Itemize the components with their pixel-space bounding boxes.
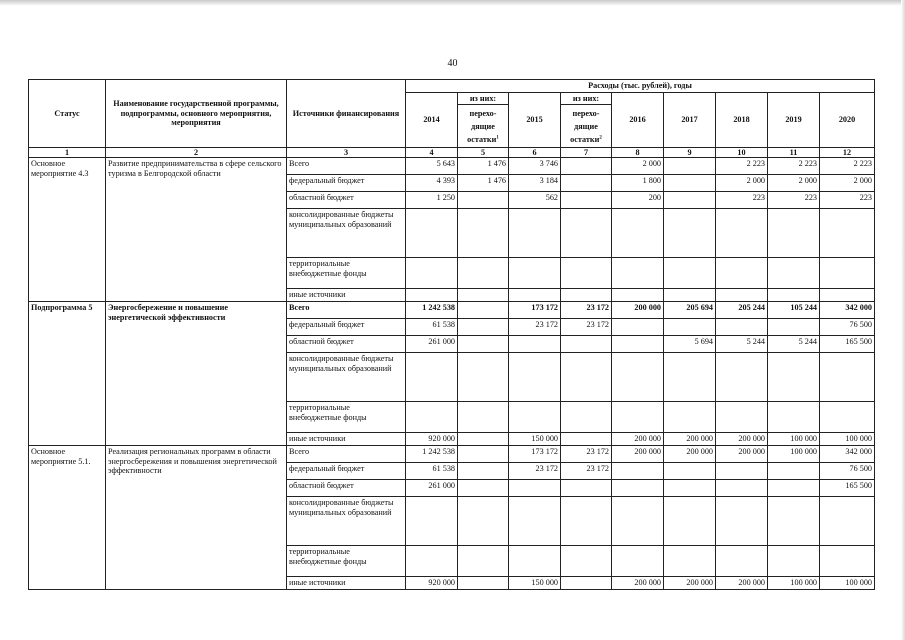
scan-edge-right [901, 0, 905, 640]
header-carryover-2-line1: перехо- [572, 108, 600, 118]
value-cell [664, 319, 716, 336]
value-cell [768, 497, 820, 546]
table-body [29, 158, 875, 590]
value-cell [458, 577, 509, 590]
value-cell [406, 402, 458, 433]
header-carryover-1 [458, 93, 509, 148]
header-expenses: Расходы (тыс. рублей), годы [406, 80, 875, 93]
value-cell: 205 694 [664, 302, 716, 319]
value-cell: 200 [612, 192, 664, 209]
value-cell [716, 546, 768, 577]
value-cell: 5 694 [664, 336, 716, 353]
value-cell [820, 402, 875, 433]
source-cell: федеральный бюджет [287, 463, 406, 480]
value-cell [716, 480, 768, 497]
value-cell: 2 223 [820, 158, 875, 175]
value-cell: 2 000 [612, 158, 664, 175]
value-cell: 61 538 [406, 319, 458, 336]
value-cell: 2 000 [820, 175, 875, 192]
source-cell: иные источники [287, 433, 406, 446]
value-cell: 261 000 [406, 480, 458, 497]
value-cell [458, 402, 509, 433]
value-cell: 3 746 [509, 158, 561, 175]
value-cell: 1 476 [458, 175, 509, 192]
value-cell [716, 463, 768, 480]
column-number: 9 [664, 148, 716, 158]
value-cell [509, 289, 561, 302]
value-cell [820, 546, 875, 577]
value-cell [664, 258, 716, 289]
value-cell [820, 209, 875, 258]
value-cell [458, 319, 509, 336]
header-name: Наименование государственной программы, подпрограммы, основного мероприятия, мероприятия [106, 80, 287, 148]
value-cell: 1 242 538 [406, 302, 458, 319]
value-cell [820, 289, 875, 302]
value-cell [664, 192, 716, 209]
header-carryover-2 [561, 93, 612, 148]
value-cell [716, 289, 768, 302]
value-cell: 200 000 [612, 433, 664, 446]
value-cell: 23 172 [561, 463, 612, 480]
source-cell: территориальные внебюджетные фонды [287, 258, 406, 289]
value-cell: 200 000 [612, 577, 664, 590]
header-of-them-2: из них: [561, 93, 611, 105]
value-cell: 61 538 [406, 463, 458, 480]
value-cell [664, 175, 716, 192]
value-cell: 76 500 [820, 463, 875, 480]
value-cell [509, 258, 561, 289]
column-number: 12 [820, 148, 875, 158]
value-cell: 223 [768, 192, 820, 209]
value-cell [458, 497, 509, 546]
table-row [29, 302, 875, 319]
value-cell [561, 336, 612, 353]
value-cell [768, 289, 820, 302]
source-cell: областной бюджет [287, 480, 406, 497]
value-cell [612, 289, 664, 302]
source-cell: областной бюджет [287, 336, 406, 353]
value-cell [561, 192, 612, 209]
value-cell [612, 336, 664, 353]
value-cell [820, 258, 875, 289]
source-cell: федеральный бюджет [287, 175, 406, 192]
value-cell [458, 209, 509, 258]
value-cell [612, 463, 664, 480]
page-number: 40 [447, 58, 458, 69]
value-cell [561, 175, 612, 192]
value-cell: 2 223 [716, 158, 768, 175]
value-cell [458, 546, 509, 577]
value-cell: 173 172 [509, 446, 561, 463]
value-cell [612, 497, 664, 546]
value-cell [561, 577, 612, 590]
column-number: 5 [458, 148, 509, 158]
value-cell [509, 353, 561, 402]
value-cell [716, 402, 768, 433]
program-name-cell: Энергосбережение и повышение энергетической эффективности [106, 302, 287, 446]
source-cell: консолидированные бюджеты муниципальных образований [287, 209, 406, 258]
header-status: Статус [29, 80, 106, 148]
value-cell [820, 353, 875, 402]
value-cell: 5 244 [768, 336, 820, 353]
value-cell: 342 000 [820, 446, 875, 463]
source-cell: иные источники [287, 289, 406, 302]
value-cell: 342 000 [820, 302, 875, 319]
value-cell [768, 258, 820, 289]
value-cell [406, 289, 458, 302]
value-cell [458, 480, 509, 497]
table-row [29, 446, 875, 463]
header-carryover-2-line2: дящие [574, 121, 598, 131]
source-cell: федеральный бюджет [287, 319, 406, 336]
value-cell: 5 643 [406, 158, 458, 175]
value-cell: 4 393 [406, 175, 458, 192]
value-cell: 920 000 [406, 577, 458, 590]
source-cell: Всего [287, 158, 406, 175]
footnote-2: 2 [599, 135, 602, 141]
value-cell [509, 480, 561, 497]
value-cell [509, 546, 561, 577]
value-cell: 920 000 [406, 433, 458, 446]
value-cell: 2 000 [768, 175, 820, 192]
value-cell [406, 209, 458, 258]
value-cell [561, 289, 612, 302]
value-cell [768, 480, 820, 497]
value-cell: 1 476 [458, 158, 509, 175]
value-cell: 165 500 [820, 480, 875, 497]
header-year-2018: 2018 [716, 93, 768, 148]
value-cell [820, 497, 875, 546]
value-cell [612, 402, 664, 433]
column-number: 1 [29, 148, 106, 158]
value-cell: 1 800 [612, 175, 664, 192]
value-cell [509, 402, 561, 433]
value-cell: 2 000 [716, 175, 768, 192]
value-cell [612, 480, 664, 497]
value-cell [768, 209, 820, 258]
source-cell: Всего [287, 302, 406, 319]
value-cell: 562 [509, 192, 561, 209]
column-number: 10 [716, 148, 768, 158]
value-cell [716, 209, 768, 258]
header-carryover-1-line2: дящие [471, 121, 495, 131]
value-cell [509, 336, 561, 353]
source-cell: территориальные внебюджетные фонды [287, 402, 406, 433]
value-cell [458, 302, 509, 319]
source-cell: Всего [287, 446, 406, 463]
value-cell: 100 000 [768, 446, 820, 463]
value-cell [612, 209, 664, 258]
status-cell: Основное мероприятие 5.1. [29, 446, 106, 590]
value-cell [458, 446, 509, 463]
value-cell [561, 258, 612, 289]
header-carryover-1-line3: остатки [467, 134, 497, 144]
table-row [29, 158, 875, 175]
header-year-2014: 2014 [406, 93, 458, 148]
header-year-2020: 2020 [820, 93, 875, 148]
status-cell: Подпрограмма 5 [29, 302, 106, 446]
value-cell [664, 289, 716, 302]
value-cell: 200 000 [612, 446, 664, 463]
header-carryover-1-line1: перехо- [469, 108, 497, 118]
program-name-cell: Реализация региональных программ в области энергосбережения и повышения энергетической эффективности [106, 446, 287, 590]
value-cell [458, 336, 509, 353]
scan-edge-top [0, 0, 905, 6]
header-year-2019: 2019 [768, 93, 820, 148]
budget-table [28, 79, 875, 590]
footnote-1: 1 [496, 135, 499, 141]
value-cell [716, 497, 768, 546]
value-cell: 223 [716, 192, 768, 209]
value-cell: 200 000 [664, 433, 716, 446]
column-number: 4 [406, 148, 458, 158]
value-cell: 3 184 [509, 175, 561, 192]
value-cell [664, 480, 716, 497]
value-cell [716, 353, 768, 402]
value-cell: 23 172 [561, 302, 612, 319]
program-name-cell: Развитие предпринимательства в сфере сельского туризма в Белгородской области [106, 158, 287, 302]
column-number: 8 [612, 148, 664, 158]
value-cell [664, 402, 716, 433]
value-cell [561, 402, 612, 433]
value-cell [561, 497, 612, 546]
value-cell [768, 463, 820, 480]
value-cell: 150 000 [509, 577, 561, 590]
value-cell: 100 000 [820, 577, 875, 590]
column-number: 3 [287, 148, 406, 158]
source-cell: консолидированные бюджеты муниципальных образований [287, 497, 406, 546]
value-cell: 173 172 [509, 302, 561, 319]
source-cell: консолидированные бюджеты муниципальных образований [287, 353, 406, 402]
value-cell [406, 353, 458, 402]
value-cell: 23 172 [561, 319, 612, 336]
header-year-2017: 2017 [664, 93, 716, 148]
value-cell [458, 353, 509, 402]
value-cell [612, 319, 664, 336]
value-cell [509, 209, 561, 258]
value-cell [561, 546, 612, 577]
value-cell [561, 480, 612, 497]
source-cell: иные источники [287, 577, 406, 590]
header-of-them-1: из них: [458, 93, 508, 105]
column-number-row [29, 148, 875, 158]
value-cell: 100 000 [820, 433, 875, 446]
value-cell [458, 433, 509, 446]
value-cell [458, 258, 509, 289]
value-cell: 200 000 [664, 577, 716, 590]
value-cell [458, 192, 509, 209]
value-cell [406, 546, 458, 577]
value-cell [561, 433, 612, 446]
value-cell: 76 500 [820, 319, 875, 336]
value-cell [768, 353, 820, 402]
value-cell: 23 172 [509, 319, 561, 336]
value-cell: 1 242 538 [406, 446, 458, 463]
value-cell: 1 250 [406, 192, 458, 209]
value-cell [561, 353, 612, 402]
column-number: 2 [106, 148, 287, 158]
header-sources: Источники финансирования [287, 80, 406, 148]
value-cell [768, 402, 820, 433]
value-cell [406, 497, 458, 546]
value-cell: 100 000 [768, 433, 820, 446]
value-cell [664, 158, 716, 175]
source-cell: территориальные внебюджетные фонды [287, 546, 406, 577]
value-cell [664, 209, 716, 258]
value-cell [561, 209, 612, 258]
value-cell [664, 497, 716, 546]
value-cell [561, 158, 612, 175]
source-cell: областной бюджет [287, 192, 406, 209]
header-year-2016: 2016 [612, 93, 664, 148]
value-cell: 200 000 [716, 577, 768, 590]
value-cell: 2 223 [768, 158, 820, 175]
value-cell: 5 244 [716, 336, 768, 353]
value-cell [612, 353, 664, 402]
value-cell [716, 319, 768, 336]
value-cell [716, 258, 768, 289]
value-cell [664, 463, 716, 480]
value-cell: 165 500 [820, 336, 875, 353]
value-cell [664, 353, 716, 402]
header-year-2015: 2015 [509, 93, 561, 148]
value-cell [768, 319, 820, 336]
value-cell [509, 497, 561, 546]
value-cell [768, 546, 820, 577]
value-cell: 200 000 [716, 433, 768, 446]
value-cell: 23 172 [561, 446, 612, 463]
value-cell: 223 [820, 192, 875, 209]
status-cell: Основное мероприятие 4.3 [29, 158, 106, 302]
column-number: 6 [509, 148, 561, 158]
value-cell: 200 000 [716, 446, 768, 463]
value-cell [612, 546, 664, 577]
value-cell [458, 463, 509, 480]
header-carryover-2-line3: остатки [570, 134, 600, 144]
value-cell [612, 258, 664, 289]
value-cell [406, 258, 458, 289]
value-cell [664, 546, 716, 577]
value-cell: 105 244 [768, 302, 820, 319]
value-cell: 200 000 [612, 302, 664, 319]
column-number: 7 [561, 148, 612, 158]
value-cell: 150 000 [509, 433, 561, 446]
column-number: 11 [768, 148, 820, 158]
value-cell [458, 289, 509, 302]
value-cell: 205 244 [716, 302, 768, 319]
value-cell: 23 172 [509, 463, 561, 480]
value-cell: 261 000 [406, 336, 458, 353]
value-cell: 100 000 [768, 577, 820, 590]
value-cell: 200 000 [664, 446, 716, 463]
